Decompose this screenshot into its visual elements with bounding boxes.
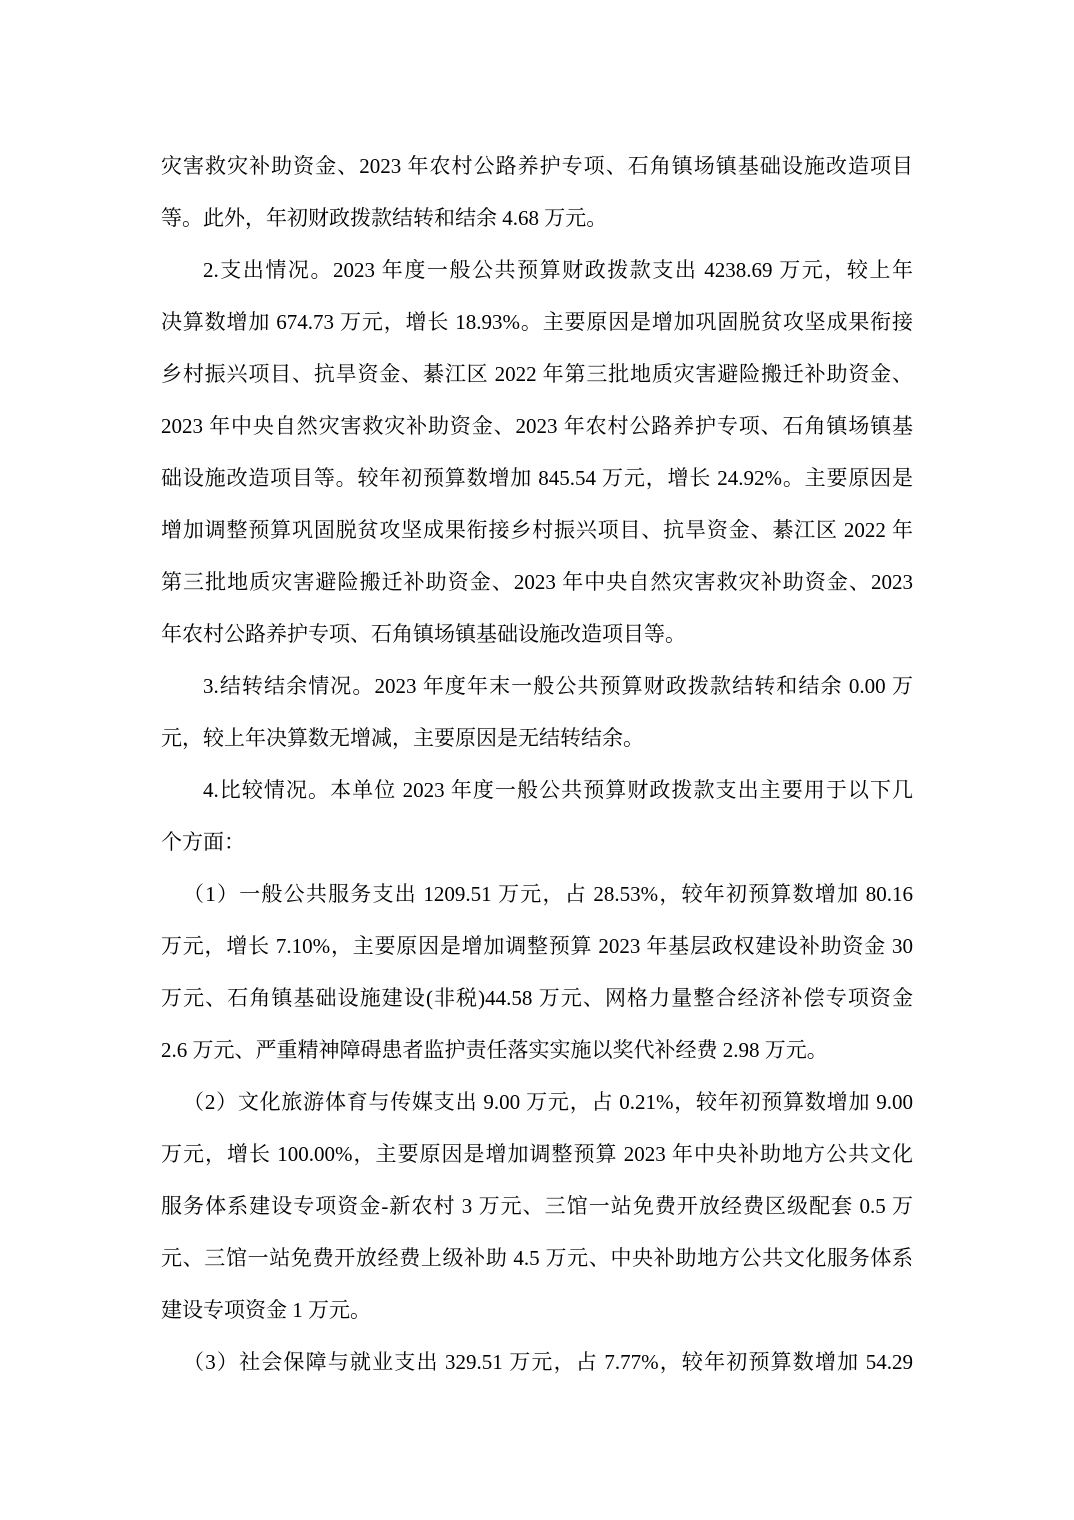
paragraph-item-3-social-security-employment bbox=[161, 1336, 913, 1388]
text-line: 第三批地质灾害避险搬迁补助资金、2023 年中央自然灾害救灾补助资金、2023 bbox=[161, 570, 913, 594]
paragraph-income-continuation bbox=[161, 140, 913, 244]
paragraph-item-1-general-public-services bbox=[161, 868, 913, 1076]
text-line: 决算数增加 674.73 万元，增长 18.93%。主要原因是增加巩固脱贫攻坚成果衔接 bbox=[161, 310, 913, 334]
text-line: 2.6 万元、严重精神障碍患者监护责任落实实施以奖代补经费 2.98 万元。 bbox=[161, 1038, 828, 1062]
text-line: 等。此外，年初财政拨款结转和结余 4.68 万元。 bbox=[161, 206, 608, 230]
text-line: 元，较上年决算数无增减，主要原因是无结转结余。 bbox=[161, 726, 644, 750]
document-body bbox=[161, 140, 913, 1388]
text-line: 础设施改造项目等。较年初预算数增加 845.54 万元，增长 24.92%。主要原因是 bbox=[161, 466, 913, 490]
text-line: （3）社会保障与就业支出 329.51 万元，占 7.77%，较年初预算数增加 54.29 bbox=[183, 1350, 913, 1374]
text-line: 个方面： bbox=[161, 830, 245, 854]
text-line: 年农村公路养护专项、石角镇场镇基础设施改造项目等。 bbox=[161, 622, 686, 646]
paragraph-expenditure-situation bbox=[161, 244, 913, 660]
text-line: （1）一般公共服务支出 1209.51 万元，占 28.53%，较年初预算数增加 80.16 bbox=[183, 882, 913, 906]
paragraph-carryover-balance-situation bbox=[161, 660, 913, 764]
text-line: 乡村振兴项目、抗旱资金、綦江区 2022 年第三批地质灾害避险搬迁补助资金、 bbox=[161, 362, 913, 386]
paragraph-item-2-culture-tourism-sports-media bbox=[161, 1076, 913, 1336]
text-line: 3.结转结余情况。2023 年度年末一般公共预算财政拨款结转和结余 0.00 万 bbox=[203, 674, 913, 698]
text-line: 万元、石角镇基础设施建设(非税)44.58 万元、网格力量整合经济补偿专项资金 bbox=[161, 986, 913, 1010]
paragraph-comparison-intro bbox=[161, 764, 913, 868]
text-line: （2）文化旅游体育与传媒支出 9.00 万元，占 0.21%，较年初预算数增加 9.00 bbox=[183, 1090, 913, 1114]
text-line: 万元，增长 100.00%，主要原因是增加调整预算 2023 年中央补助地方公共文化 bbox=[161, 1142, 913, 1166]
text-line: 4.比较情况。本单位 2023 年度一般公共预算财政拨款支出主要用于以下几 bbox=[203, 778, 913, 802]
text-line: 建设专项资金 1 万元。 bbox=[161, 1298, 371, 1322]
text-line: 2.支出情况。2023 年度一般公共预算财政拨款支出 4238.69 万元，较上年 bbox=[203, 258, 913, 282]
text-line: 元、三馆一站免费开放经费上级补助 4.5 万元、中央补助地方公共文化服务体系 bbox=[161, 1246, 913, 1270]
text-line: 灾害救灾补助资金、2023 年农村公路养护专项、石角镇场镇基础设施改造项目 bbox=[161, 154, 913, 178]
text-line: 服务体系建设专项资金-新农村 3 万元、三馆一站免费开放经费区级配套 0.5 万 bbox=[161, 1194, 913, 1218]
text-line: 万元，增长 7.10%，主要原因是增加调整预算 2023 年基层政权建设补助资金 30 bbox=[161, 934, 913, 958]
text-line: 增加调整预算巩固脱贫攻坚成果衔接乡村振兴项目、抗旱资金、綦江区 2022 年 bbox=[161, 518, 913, 542]
text-line: 2023 年中央自然灾害救灾补助资金、2023 年农村公路养护专项、石角镇场镇基 bbox=[161, 414, 913, 438]
